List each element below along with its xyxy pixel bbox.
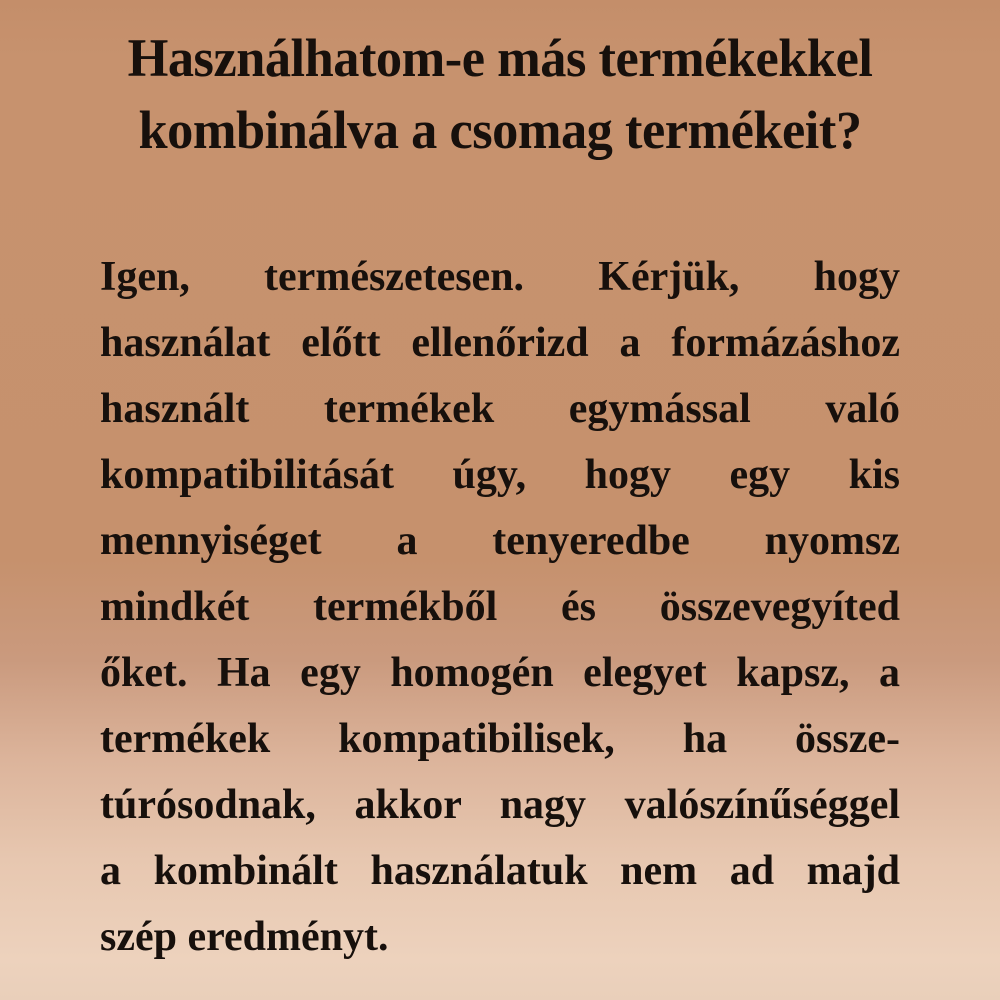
answer-line: mindkét termékből és összevegyíted <box>100 584 900 630</box>
question-title-line-2: kombinálva a csomag termékeit? <box>138 100 862 160</box>
answer-line: túrósodnak, akkor nagy valószínűséggel <box>100 782 900 828</box>
question-title <box>0 0 1000 166</box>
answer-line: kompatibilitását úgy, hogy egy kis <box>100 452 900 498</box>
answer-line: használt termékek egymással való <box>100 386 900 432</box>
answer-line: Igen, természetesen. Kérjük, hogy <box>100 254 900 300</box>
answer-line: mennyiséget a tenyeredbe nyomsz <box>100 518 900 564</box>
answer-line-last: szép eredményt. <box>100 914 389 960</box>
answer-paragraph <box>0 244 1000 970</box>
answer-line: termékek kompatibilisek, ha össze- <box>100 716 900 762</box>
question-title-line-1: Használhatom-e más termékekkel <box>127 28 873 88</box>
answer-line: használat előtt ellenőrizd a formázáshoz <box>100 320 900 366</box>
answer-line: őket. Ha egy homogén elegyet kapsz, a <box>100 650 900 696</box>
answer-line: a kombinált használatuk nem ad majd <box>100 848 900 894</box>
